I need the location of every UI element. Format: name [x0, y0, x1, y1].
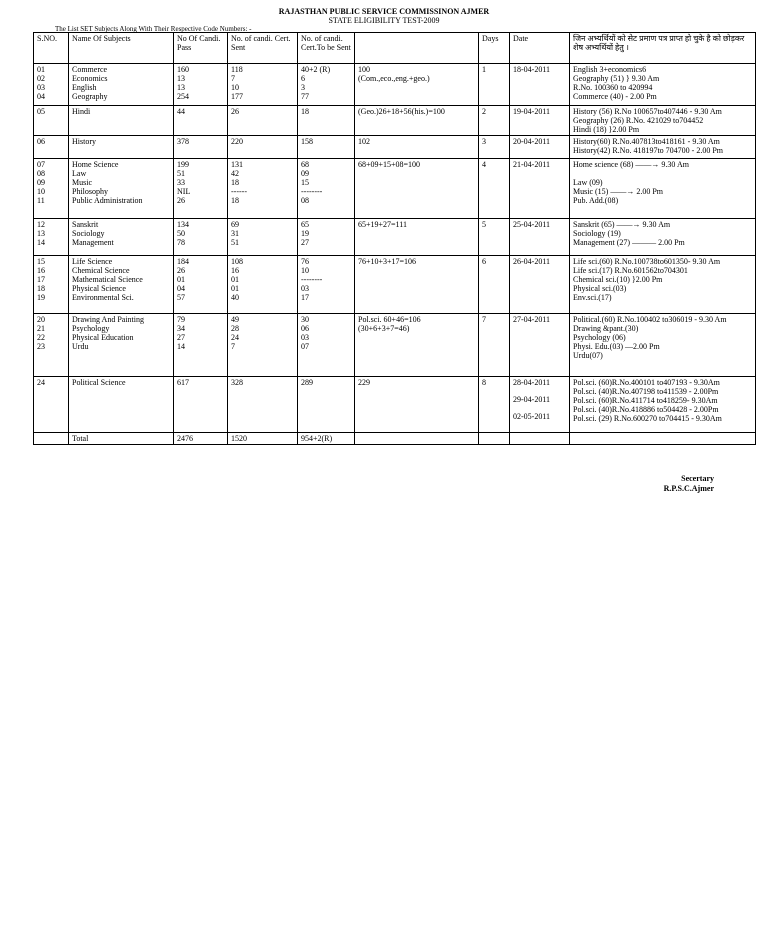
- sno-line: 14: [37, 238, 45, 247]
- sent-count-cell: [228, 64, 298, 106]
- pass-count-cell: [174, 219, 228, 256]
- sno-cell: [34, 136, 69, 159]
- sent-count-cell: [228, 377, 298, 433]
- subject-name-line: English: [72, 83, 97, 92]
- date-line: 25-04-2011: [513, 220, 551, 229]
- remarks-line: Env.sci.(17): [573, 293, 612, 302]
- sno-cell: [34, 256, 69, 314]
- subject-name-line: Chemical Science: [72, 266, 130, 275]
- calculation-cell: [355, 256, 479, 314]
- remarks-line: Psychology (06): [573, 333, 626, 342]
- remarks-cell: [570, 314, 756, 377]
- signature-designation: Secertary: [681, 474, 714, 483]
- day-cell: 1: [479, 64, 510, 106]
- pass-count-line: 134: [177, 220, 189, 229]
- calculation-cell: [355, 219, 479, 256]
- sent-count-line: 220: [231, 137, 243, 146]
- remarks-line: Geography (51) } 9.30 Am: [573, 74, 660, 83]
- day-cell: 6: [479, 256, 510, 314]
- sno-line: 01: [37, 65, 45, 74]
- date-line: 28-04-2011: [513, 378, 551, 387]
- sent-count-line: 24: [231, 333, 239, 342]
- pass-count-line: 33: [177, 178, 185, 187]
- remarks-line: Life sci.(17) R.No.601562to704301: [573, 266, 688, 275]
- sno-cell: [34, 219, 69, 256]
- sent-count-line: 108: [231, 257, 243, 266]
- header-sno: S.NO.: [34, 33, 69, 64]
- remarks-line: Commerce (40) - 2.00 Pm: [573, 92, 657, 101]
- total-days: [479, 433, 510, 445]
- signature-office: R.P.S.C.Ajmer: [663, 484, 714, 493]
- calculation-line: 229: [358, 378, 370, 387]
- tobe-sent-line: 27: [301, 238, 309, 247]
- subject-name-line: Sanskrit: [72, 220, 99, 229]
- sent-count-line: 26: [231, 107, 239, 116]
- sno-line: 13: [37, 229, 45, 238]
- remarks-line: Pol.sci. (40)R.No.418886 to504428 - 2.00Pm: [573, 405, 719, 414]
- subject-name-line: Hindi: [72, 107, 91, 116]
- sent-count-line: 16: [231, 266, 239, 275]
- tobe-sent-line: 65: [301, 220, 309, 229]
- tobe-sent-line: 158: [301, 137, 313, 146]
- tobe-sent-cell: [298, 159, 355, 219]
- remarks-cell: [570, 377, 756, 433]
- sno-line: 03: [37, 83, 45, 92]
- calculation-line: Pol.sci. 60+46=106: [358, 315, 421, 324]
- sno-line: 05: [37, 107, 45, 116]
- sno-line: 21: [37, 324, 45, 333]
- subjects-table: [33, 32, 756, 445]
- sent-count-line: 7: [231, 74, 235, 83]
- date-line: 27-04-2011: [513, 315, 551, 324]
- total-date: [510, 433, 570, 445]
- sent-count-cell: [228, 106, 298, 136]
- sno-line: 23: [37, 342, 45, 351]
- subject-name-line: History: [72, 137, 96, 146]
- table-row: [34, 377, 756, 433]
- tobe-sent-line: 07: [301, 342, 309, 351]
- sent-count-line: ------: [231, 187, 247, 196]
- table-row: [34, 64, 756, 106]
- sent-count-line: 01: [231, 284, 239, 293]
- subject-name-line: Commerce: [72, 65, 108, 74]
- sno-line: 16: [37, 266, 45, 275]
- sno-cell: [34, 106, 69, 136]
- date-line: 02-05-2011: [513, 412, 551, 421]
- calculation-cell: [355, 377, 479, 433]
- sno-line: 06: [37, 137, 45, 146]
- pass-count-line: 254: [177, 92, 189, 101]
- sent-count-line: 69: [231, 220, 239, 229]
- calculation-line: 76+10+3+17=106: [358, 257, 417, 266]
- sno-line: 22: [37, 333, 45, 342]
- date-cell: [510, 219, 570, 256]
- header-pass: No Of Candi. Pass: [174, 33, 228, 64]
- subject-name-line: Physical Science: [72, 284, 126, 293]
- tobe-sent-line: 09: [301, 169, 309, 178]
- pass-count-line: 51: [177, 169, 185, 178]
- pass-count-line: 13: [177, 83, 185, 92]
- tobe-sent-cell: [298, 219, 355, 256]
- sno-line: 02: [37, 74, 45, 83]
- remarks-line: Pol.sci. (60)R.No.411714 to418259- 9.30Am: [573, 396, 718, 405]
- tobe-sent-line: 15: [301, 178, 309, 187]
- subject-name-line: Political Science: [72, 378, 126, 387]
- remarks-line: Urdu(07): [573, 351, 603, 360]
- calculation-line: 102: [358, 137, 370, 146]
- subject-name-line: Music: [72, 178, 92, 187]
- pass-count-line: NIL: [177, 187, 191, 196]
- remarks-line: Life sci.(60) R.No.100738to601350- 9.30 Am: [573, 257, 721, 266]
- sent-count-line: 51: [231, 238, 239, 247]
- pass-count-line: 160: [177, 65, 189, 74]
- sent-count-line: 31: [231, 229, 239, 238]
- remarks-line: English 3+economics6: [573, 65, 647, 74]
- tobe-sent-line: --------: [301, 187, 323, 196]
- total-remarks: [570, 433, 756, 445]
- remarks-line: Management (27) ——— 2.00 Pm: [573, 238, 685, 247]
- day-cell: 5: [479, 219, 510, 256]
- sent-count-line: 18: [231, 178, 239, 187]
- pass-count-line: 78: [177, 238, 185, 247]
- table-body: [34, 64, 756, 433]
- sent-count-line: 131: [231, 160, 243, 169]
- tobe-sent-line: 40+2 (R): [301, 65, 331, 74]
- sno-cell: [34, 314, 69, 377]
- table-row: [34, 314, 756, 377]
- subject-name-cell: [69, 106, 174, 136]
- date-cell: [510, 106, 570, 136]
- pass-count-line: 57: [177, 293, 185, 302]
- tobe-sent-line: 06: [301, 324, 309, 333]
- subject-name-line: Law: [72, 169, 87, 178]
- pass-count-line: 01: [177, 275, 185, 284]
- remarks-cell: [570, 256, 756, 314]
- table-row: [34, 219, 756, 256]
- sent-count-line: 7: [231, 342, 235, 351]
- header-date: Date: [510, 33, 570, 64]
- sent-count-line: 328: [231, 378, 243, 387]
- sent-count-line: 10: [231, 83, 239, 92]
- remarks-line: R.No. 100360 to 420994: [573, 83, 653, 92]
- tobe-sent-line: 289: [301, 378, 313, 387]
- sent-count-line: 177: [231, 92, 243, 101]
- remarks-cell: [570, 219, 756, 256]
- total-label: Total: [69, 433, 174, 445]
- subject-name-line: Sociology: [72, 229, 105, 238]
- total-pass: 2476: [174, 433, 228, 445]
- sent-count-line: 49: [231, 315, 239, 324]
- tobe-sent-line: 08: [301, 196, 309, 205]
- pass-count-cell: [174, 256, 228, 314]
- tobe-sent-line: 03: [301, 284, 309, 293]
- subject-name-line: Geography: [72, 92, 108, 101]
- date-line: 21-04-2011: [513, 160, 551, 169]
- pass-count-line: 44: [177, 107, 185, 116]
- sno-line: 15: [37, 257, 45, 266]
- calculation-line: (30+6+3+7=46): [358, 324, 410, 333]
- total-sent: 1520: [228, 433, 298, 445]
- date-line: 26-04-2011: [513, 257, 551, 266]
- subject-name-cell: [69, 136, 174, 159]
- calculation-cell: [355, 314, 479, 377]
- calculation-cell: [355, 64, 479, 106]
- sent-count-cell: [228, 159, 298, 219]
- calculation-line: (Geo.)26+18+56(his.)=100: [358, 107, 445, 116]
- tobe-sent-line: 19: [301, 229, 309, 238]
- sent-count-line: 01: [231, 275, 239, 284]
- remarks-line: Drawing &pant.(30): [573, 324, 639, 333]
- pass-count-line: 184: [177, 257, 189, 266]
- sent-count-line: 28: [231, 324, 239, 333]
- remarks-cell: [570, 136, 756, 159]
- subject-name-line: Economics: [72, 74, 108, 83]
- pass-count-cell: [174, 159, 228, 219]
- sno-cell: [34, 159, 69, 219]
- calculation-cell: [355, 106, 479, 136]
- remarks-line: Music (15) ——→ 2.00 Pm: [573, 187, 663, 196]
- tobe-sent-line: 76: [301, 257, 309, 266]
- total-row: [34, 433, 756, 445]
- table-row: [34, 106, 756, 136]
- sent-count-line: 40: [231, 293, 239, 302]
- pass-count-line: 04: [177, 284, 185, 293]
- remarks-cell: [570, 159, 756, 219]
- remarks-cell: [570, 106, 756, 136]
- pass-count-line: 27: [177, 333, 185, 342]
- tobe-sent-cell: [298, 136, 355, 159]
- header-tobe: No. of candi. Cert.To be Sent: [298, 33, 355, 64]
- calculation-cell: [355, 159, 479, 219]
- header-name: Name Of Subjects: [69, 33, 174, 64]
- sno-line: 18: [37, 284, 45, 293]
- header-calc: [355, 33, 479, 64]
- subject-name-line: Public Administration: [72, 196, 143, 205]
- day-cell: 7: [479, 314, 510, 377]
- intro-text: The List SET Subjects Along With Their Respective Code Numbers: -: [55, 25, 252, 33]
- date-line: 19-04-2011: [513, 107, 551, 116]
- pass-count-line: 14: [177, 342, 185, 351]
- pass-count-line: 79: [177, 315, 185, 324]
- subject-name-line: Life Science: [72, 257, 113, 266]
- total-calc: [355, 433, 479, 445]
- tobe-sent-line: 03: [301, 333, 309, 342]
- tobe-sent-cell: [298, 377, 355, 433]
- subject-name-line: Mathematical Science: [72, 275, 143, 284]
- sent-count-line: 118: [231, 65, 243, 74]
- remarks-line: Geography (26) R.No. 421029 to704452: [573, 116, 704, 125]
- document-title: RAJASTHAN PUBLIC SERVICE COMMISSINON AJMER: [278, 7, 490, 16]
- date-cell: [510, 136, 570, 159]
- remarks-line: Political.(60) R.No.100402 to306019 - 9.30 Am: [573, 315, 727, 324]
- sno-line: 10: [37, 187, 45, 196]
- remarks-line: Law (09): [573, 178, 603, 187]
- day-cell: 4: [479, 159, 510, 219]
- document-subtitle: STATE ELIGIBILITY TEST-2009: [328, 16, 440, 25]
- pass-count-cell: [174, 106, 228, 136]
- date-line: 29-04-2011: [513, 395, 551, 404]
- day-cell: 2: [479, 106, 510, 136]
- subject-name-cell: [69, 377, 174, 433]
- pass-count-cell: [174, 136, 228, 159]
- table-row: [34, 136, 756, 159]
- tobe-sent-line: 6: [301, 74, 305, 83]
- subject-name-line: Urdu: [72, 342, 89, 351]
- table-row: [34, 256, 756, 314]
- calculation-line: 68+09+15+08=100: [358, 160, 421, 169]
- sno-line: 12: [37, 220, 45, 229]
- sno-line: 24: [37, 378, 45, 387]
- sent-count-cell: [228, 136, 298, 159]
- remarks-line: Sanskrit (65) ——→ 9.30 Am: [573, 220, 671, 229]
- tobe-sent-line: 30: [301, 315, 309, 324]
- pass-count-line: 378: [177, 137, 189, 146]
- remarks-line: Hindi (18) }2.00 Pm: [573, 125, 640, 134]
- pass-count-line: 13: [177, 74, 185, 83]
- subject-name-line: Drawing And Painting: [72, 315, 144, 324]
- date-cell: [510, 377, 570, 433]
- remarks-line: Home science (68) ——→ 9.30 Am: [573, 160, 689, 169]
- remarks-line: Chemical sci.(10) }2.00 Pm: [573, 275, 663, 284]
- pass-count-cell: [174, 314, 228, 377]
- day-cell: 3: [479, 136, 510, 159]
- pass-count-line: 26: [177, 266, 185, 275]
- remarks-line: Pub. Add.(08): [573, 196, 619, 205]
- pass-count-line: 199: [177, 160, 189, 169]
- sno-line: 17: [37, 275, 45, 284]
- remarks-line: History(60) R.No.407813to418161 - 9.30 Am: [573, 137, 720, 146]
- date-cell: [510, 256, 570, 314]
- day-cell: 8: [479, 377, 510, 433]
- remarks-line: Sociology (19): [573, 229, 621, 238]
- header-remarks: जिन अभ्यर्थियों को सेट प्रमाण पत्र प्राप्त हो चुके है को छोड़कर शेष अभ्यर्थियों हेतु ।: [570, 33, 756, 64]
- subject-name-line: Physical Education: [72, 333, 134, 342]
- remarks-line: History(42) R.No. 418197to 704700 - 2.00 Pm: [573, 146, 723, 155]
- tobe-sent-line: 17: [301, 293, 309, 302]
- subject-name-line: Management: [72, 238, 114, 247]
- sno-line: 04: [37, 92, 45, 101]
- table-header-row: [34, 33, 756, 64]
- pass-count-cell: [174, 377, 228, 433]
- subject-name-cell: [69, 314, 174, 377]
- tobe-sent-line: 18: [301, 107, 309, 116]
- sent-count-cell: [228, 219, 298, 256]
- header-sent: No. of candi. Cert. Sent: [228, 33, 298, 64]
- header-days: Days: [479, 33, 510, 64]
- remarks-cell: [570, 64, 756, 106]
- sno-line: 09: [37, 178, 45, 187]
- remarks-line: Physi. Edu.(03) —2.00 Pm: [573, 342, 660, 351]
- sno-line: 07: [37, 160, 45, 169]
- calculation-cell: [355, 136, 479, 159]
- sent-count-line: 42: [231, 169, 239, 178]
- pass-count-line: 26: [177, 196, 185, 205]
- subject-name-cell: [69, 159, 174, 219]
- pass-count-line: 34: [177, 324, 185, 333]
- table-row: [34, 159, 756, 219]
- sno-line: 20: [37, 315, 45, 324]
- tobe-sent-line: 68: [301, 160, 309, 169]
- tobe-sent-cell: [298, 106, 355, 136]
- calculation-line: 100: [358, 65, 370, 74]
- sno-cell: [34, 64, 69, 106]
- sno-line: 11: [37, 196, 45, 205]
- date-line: 18-04-2011: [513, 65, 551, 74]
- calculation-line: 65+19+27=111: [358, 220, 407, 229]
- sno-line: 19: [37, 293, 45, 302]
- remarks-line: Pol.sci. (40)R.No.407198 to411539 - 2.00Pm: [573, 387, 719, 396]
- subject-name-cell: [69, 256, 174, 314]
- date-cell: [510, 64, 570, 106]
- remarks-line: Physical sci.(03): [573, 284, 627, 293]
- remarks-line: Pol.sci. (60)R.No.400101 to407193 - 9.30Am: [573, 378, 720, 387]
- sent-count-line: 18: [231, 196, 239, 205]
- sent-count-cell: [228, 314, 298, 377]
- subject-name-cell: [69, 64, 174, 106]
- date-line: 20-04-2011: [513, 137, 551, 146]
- sent-count-cell: [228, 256, 298, 314]
- subject-name-line: Psychology: [72, 324, 110, 333]
- sno-line: 08: [37, 169, 45, 178]
- tobe-sent-line: 3: [301, 83, 305, 92]
- sno-cell: [34, 377, 69, 433]
- date-cell: [510, 159, 570, 219]
- subject-name-line: Home Science: [72, 160, 119, 169]
- subject-name-cell: [69, 219, 174, 256]
- pass-count-line: 617: [177, 378, 189, 387]
- tobe-sent-line: 77: [301, 92, 309, 101]
- pass-count-line: 50: [177, 229, 185, 238]
- remarks-line: History (56) R.No 100657to407446 - 9.30 Am: [573, 107, 722, 116]
- tobe-sent-line: --------: [301, 275, 323, 284]
- total-tobe: 954+2(R): [298, 433, 355, 445]
- total-sno: [34, 433, 69, 445]
- subject-name-line: Philosophy: [72, 187, 109, 196]
- remarks-line: Pol.sci. (29) R.No.600270 to704415 - 9.30Am: [573, 414, 722, 423]
- pass-count-cell: [174, 64, 228, 106]
- tobe-sent-cell: [298, 314, 355, 377]
- tobe-sent-line: 10: [301, 266, 309, 275]
- date-cell: [510, 314, 570, 377]
- subject-name-line: Environmental Sci.: [72, 293, 134, 302]
- calculation-line: (Com.,eco.,eng.+geo.): [358, 74, 430, 83]
- tobe-sent-cell: [298, 256, 355, 314]
- remarks-line: [573, 169, 752, 178]
- tobe-sent-cell: [298, 64, 355, 106]
